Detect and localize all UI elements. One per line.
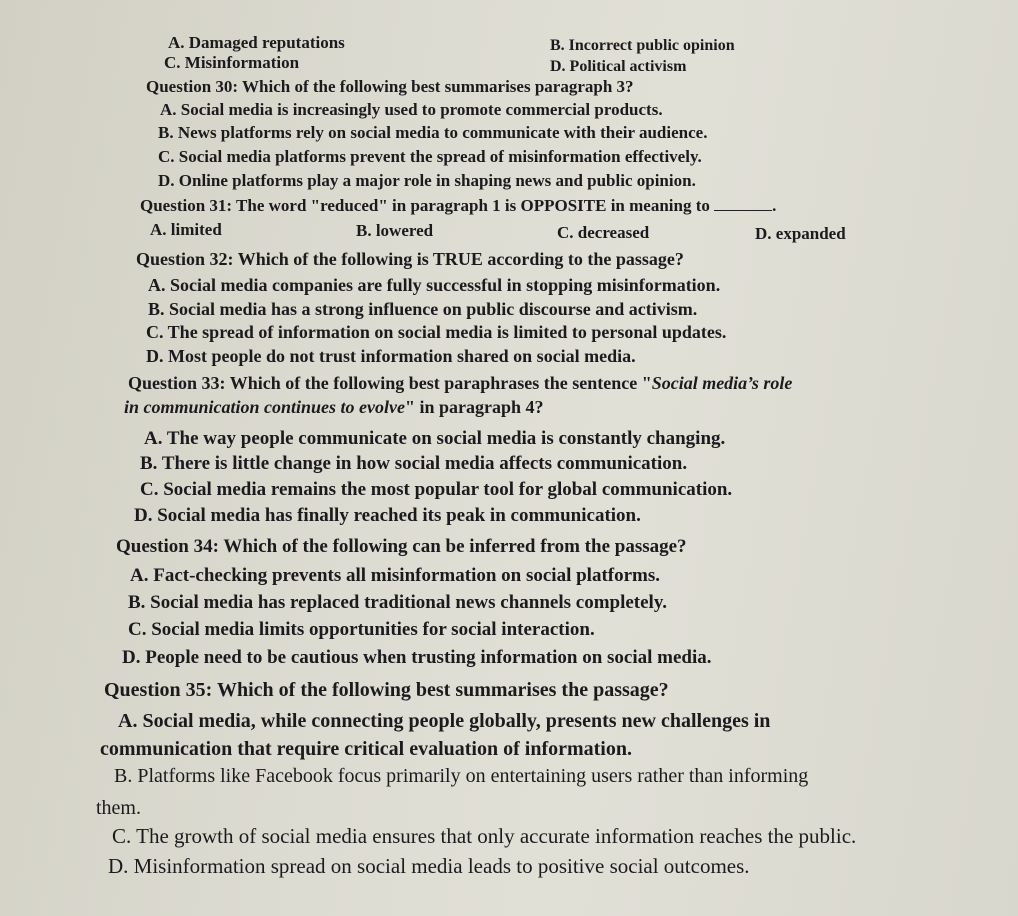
- option-q31-b[interactable]: B. lowered: [356, 221, 434, 240]
- question-30-text: Which of the following best summarises paragraph 3?: [242, 77, 634, 96]
- answer-blank[interactable]: [714, 196, 772, 211]
- option-q31-c[interactable]: C. decreased: [557, 223, 650, 242]
- option-q29-c[interactable]: C. Misinformation: [164, 53, 300, 72]
- option-q32-c[interactable]: C. The spread of information on social media is limited to personal updates.: [146, 322, 727, 342]
- question-34-text: Which of the following can be inferred from the passage?: [223, 536, 687, 557]
- question-31-label: Question 31:: [140, 196, 233, 215]
- question-34: [116, 537, 687, 556]
- option-q32-a[interactable]: A. Social media companies are fully successful in stopping misinformation.: [148, 275, 721, 295]
- question-31: Question 31: The word "reduced" in paragraph 1 is OPPOSITE in meaning to .: [140, 196, 777, 215]
- option-q29-a[interactable]: A. Damaged reputations: [168, 33, 345, 52]
- option-q31-d[interactable]: D. expanded: [755, 224, 846, 243]
- question-32-text: Which of the following is TRUE according to the passage?: [237, 249, 684, 269]
- option-q35-a-continued[interactable]: communication that require critical evaluation of information.: [100, 738, 632, 760]
- option-q33-b[interactable]: B. There is little change in how social media affects communication.: [140, 453, 688, 474]
- question-30: [146, 78, 634, 95]
- option-q29-b[interactable]: B. Incorrect public opinion: [550, 37, 735, 54]
- question-33-label: Question 33:: [128, 373, 226, 393]
- question-33-text-start: Which of the following best paraphrases the sentence ": [229, 373, 652, 393]
- option-q31-a[interactable]: A. limited: [150, 220, 222, 239]
- option-q35-b[interactable]: B. Platforms like Facebook focus primarily on entertaining users rather than informing: [114, 765, 809, 787]
- question-35-text: Which of the following best summarises the passage?: [216, 679, 669, 701]
- question-33: [128, 374, 792, 392]
- question-33-quote-line1: Social media’s role: [651, 373, 793, 393]
- option-q33-a[interactable]: A. The way people communicate on social media is constantly changing.: [144, 428, 726, 449]
- option-q35-c-text[interactable]: C. The growth of social media ensures that only accurate information reaches the public.: [112, 824, 857, 848]
- option-q33-d[interactable]: D. Social media has finally reached its peak in communication.: [134, 505, 641, 526]
- option-q34-b[interactable]: B. Social media has replaced traditional news channels completely.: [128, 592, 668, 613]
- option-q30-d[interactable]: D. Online platforms play a major role in shaping news and public opinion.: [158, 171, 696, 190]
- option-q33-c[interactable]: C. Social media remains the most popular tool for global communication.: [140, 479, 733, 500]
- question-33-continued: [124, 398, 544, 416]
- question-34-label: Question 34:: [116, 536, 219, 557]
- option-q30-b[interactable]: B. News platforms rely on social media to communicate with their audience.: [158, 123, 708, 142]
- option-q35-a[interactable]: A. Social media, while connecting people globally, presents new challenges in: [118, 710, 771, 732]
- question-31-text: The word "reduced" in paragraph 1 is OPPOSITE in meaning to: [236, 196, 710, 215]
- option-q32-d[interactable]: D. Most people do not trust information shared on social media.: [146, 346, 636, 366]
- option-q34-c[interactable]: C. Social media limits opportunities for social interaction.: [128, 619, 595, 640]
- option-q34-a[interactable]: A. Fact-checking prevents all misinformation on social platforms.: [130, 565, 661, 586]
- question-33-text-end: " in paragraph 4?: [405, 397, 544, 417]
- question-30-label: Question 30:: [146, 77, 239, 96]
- question-33-quote-line2: in communication continues to evolve: [124, 397, 406, 417]
- option-q30-a[interactable]: A. Social media is increasingly used to promote commercial products.: [160, 100, 663, 119]
- option-q34-d[interactable]: D. People need to be cautious when trusting information on social media.: [122, 647, 712, 668]
- question-35: [104, 680, 669, 700]
- option-q32-b[interactable]: B. Social media has a strong influence on public discourse and activism.: [148, 299, 698, 319]
- question-32-label: Question 32:: [136, 249, 234, 269]
- option-q29-d[interactable]: D. Political activism: [550, 58, 687, 75]
- question-35-label: Question 35:: [104, 679, 213, 701]
- question-32: [136, 250, 684, 268]
- option-q30-c[interactable]: C. Social media platforms prevent the spread of misinformation effectively.: [158, 147, 702, 166]
- option-q35-b-continued[interactable]: them.: [96, 797, 141, 819]
- option-q35-d[interactable]: D. Misinformation spread on social media leads to positive social outcomes.: [108, 854, 750, 878]
